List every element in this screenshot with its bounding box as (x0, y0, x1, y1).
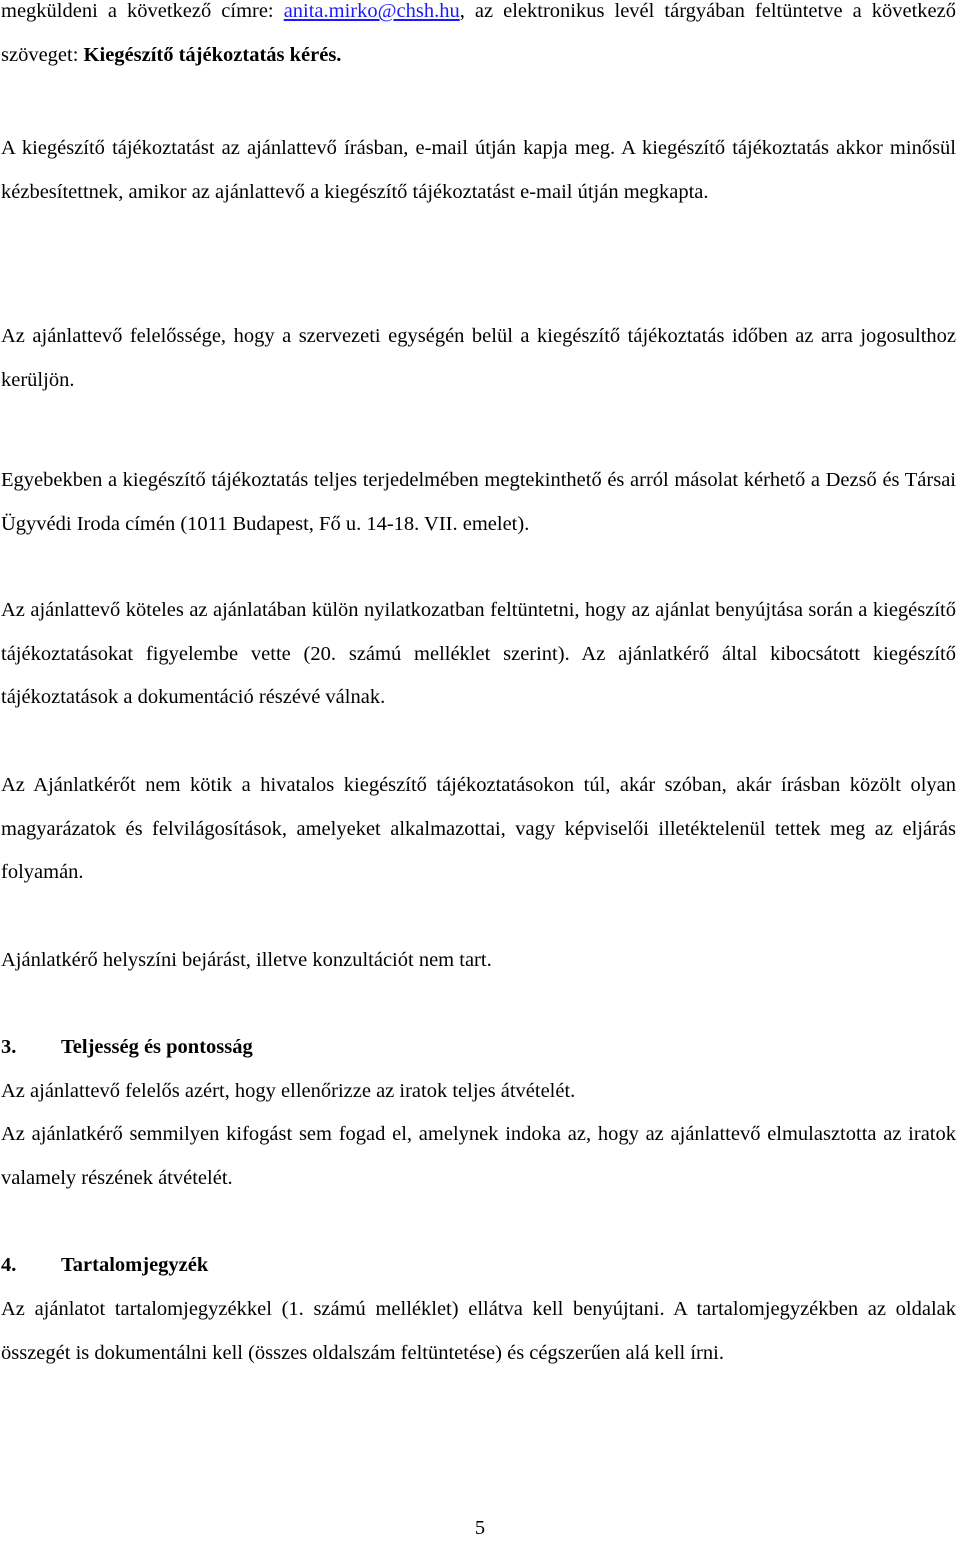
section-4-title: Tartalomjegyzék (61, 1254, 209, 1276)
intro-text-prefix: megküldeni a következő címre: (1, 0, 284, 22)
section-3-paragraph-2: Az ajánlatkérő semmilyen kifogást sem fogad el, amelynek indoka az, hogy az ajánlattevő elmulasztotta az iratok valamely részének átvételét. (1, 1123, 956, 1189)
paragraph-responsibility: Az ajánlattevő felelőssége, hogy a szervezeti egységén belül a kiegészítő tájékoztatás időben az arra jogosulthoz kerüljön. (1, 325, 956, 391)
paragraph-declaration: Az ajánlattevő köteles az ajánlatában külön nyilatkozatban feltüntetni, hogy az ajánlat benyújtása során a kiegészítő tájékoztatásokat figyelembe vette (20. számú melléklet szerint). Az ajánlatkérő által kibocsátott kiegészítő tájékoztatások a dokumentáció részévé válnak. (1, 599, 956, 708)
section-3-paragraph-1: Az ajánlattevő felelős azért, hogy ellenőrizze az iratok teljes átvételét. (1, 1080, 576, 1102)
paragraph-not-binding: Az Ajánlatkérőt nem kötik a hivatalos kiegészítő tájékoztatásokon túl, akár szóban, akár írásban közölt olyan magyarázatok és felvilágosítások, amelyeket alkalmazottai, vagy képviselői illetéktelenül tettek meg az eljárás folyamán. (1, 774, 956, 883)
intro-paragraph (1, 0, 956, 77)
section-3-heading (1, 1026, 253, 1070)
paragraph-availability: Egyebekben a kiegészítő tájékoztatás teljes terjedelmében megtekinthető és arról másolat kérhető a Dezső és Társai Ügyvédi Iroda címén (1011 Budapest, Fő u. 14-18. VII. emelet). (1, 469, 956, 535)
paragraph-delivery: A kiegészítő tájékoztatást az ajánlattevő írásban, e-mail útján kapja meg. A kiegészítő tájékoztatás akkor minősül kézbesítettnek, amikor az ajánlattevő a kiegészítő tájékoztatást e-mail útján megkapta. (1, 137, 956, 203)
paragraph-no-site-visit: Ajánlatkérő helyszíni bejárást, illetve konzultációt nem tart. (1, 949, 492, 971)
section-4-number: 4. (1, 1254, 17, 1276)
section-4-heading (1, 1244, 208, 1288)
section-3-number: 3. (1, 1036, 17, 1058)
section-3-title: Teljesség és pontosság (61, 1036, 253, 1058)
email-link[interactable]: anita.mirko@chsh.hu (283, 0, 460, 22)
section-4-paragraph-1: Az ajánlatot tartalomjegyzékkel (1. számú melléklet) ellátva kell benyújtani. A tartalomjegyzékben az oldalak összegét is dokumentálni kell (összes oldalszám feltüntetése) és cégszerűen alá kell írni. (1, 1298, 956, 1364)
page-number: 5 (474, 1517, 486, 1539)
intro-text-suffix: , az elektronikus levél tárgyában feltüntetve a következő szöveget: (1, 0, 956, 66)
email-subject: Kiegészítő tájékoztatás kérés. (83, 43, 342, 66)
